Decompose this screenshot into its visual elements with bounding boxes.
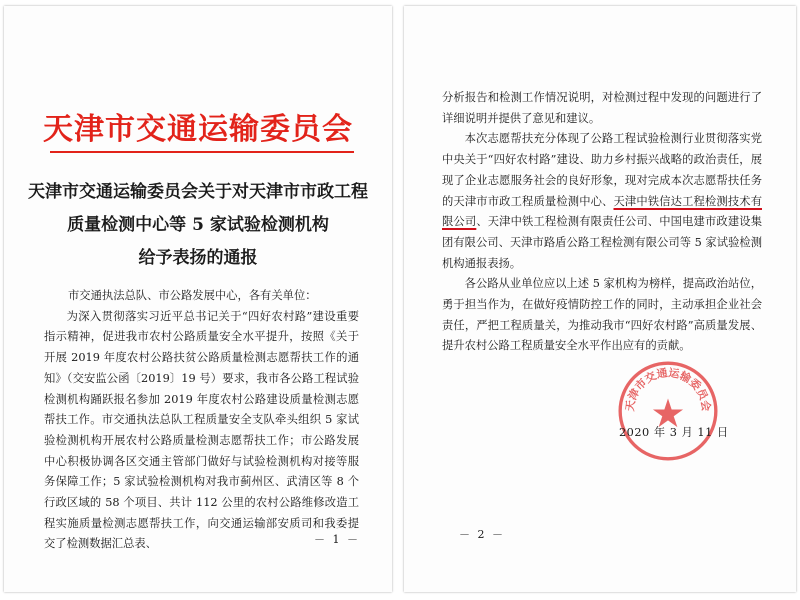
highlighted-company-name: 天津中铁信达工程检测技术有限公司 xyxy=(442,194,762,229)
title-line-3: 给予表扬的通报 xyxy=(138,248,258,268)
notice-title xyxy=(4,176,392,275)
salutation: 市交通执法总队、市公路发展中心，各有关单位： xyxy=(68,289,317,302)
official-seal-icon xyxy=(616,359,720,463)
org-header: 天津市交通运输委员会 xyxy=(43,112,353,147)
title-line-1: 天津市交通运输委员会关于对天津市市政工程 xyxy=(28,182,368,202)
title-line-2: 质量检测中心等 5 家试验检测机构 xyxy=(67,215,329,235)
document-page-2 xyxy=(404,6,796,592)
body-paragraph-2 xyxy=(442,129,762,274)
paragraph-text: 本次志愿帮扶充分体现了公路工程试验检测行业贯彻落实党中央关于“四好农村路”建设、助力乡村振兴战略的政治责任，展现了企业志愿服务社会的良好形象，现对完成本次志愿帮扶任务的天津市市政工程质量检测中心、 xyxy=(442,132,762,208)
page-number: － 2 － xyxy=(459,528,505,541)
page1-body xyxy=(44,286,359,555)
document-page-1 xyxy=(4,6,392,592)
header-red-line xyxy=(50,151,354,153)
page2-body xyxy=(442,88,762,357)
seal-text: 天津市交通运输委员会 xyxy=(623,366,713,413)
paragraph-text: 、天津中铁工程检测有限责任公司、中国电建市政建设集团有限公司、天津市路盾公路工程检测有限公司等 5 家试验检测机构通报表扬。 xyxy=(442,215,762,270)
body-paragraph-continued: 分析报告和检测工作情况说明，对检测过程中发现的问题进行了详细说明并提供了意见和建议。 xyxy=(442,91,762,125)
issue-date: 2020 年 3 月 11 日 xyxy=(619,426,729,439)
page-number: － 1 － xyxy=(314,533,360,546)
body-paragraph-1: 为深入贯彻落实习近平总书记关于“四好农村路”建设重要指示精神，促进我市农村公路质量安全水平提升，按照《关于开展 2019 年度农村公路扶贫公路质量检测志愿帮扶工作的通知》（交安监公函〔2019〕19 号）要求，我市各公路工程试验检测机构踊跃报名参加 2019 年度农村公路建设质量检测志愿帮扶工作。市交通执法总队工程质量安全支队牵头组织 5 家试验检测机构开展农村公路质量检测志愿帮扶工作；市公路发展中心积极协调各区交通主管部门做好与试验检测机构对接等服务保障工作；5 家试验检测机构对我市蓟州区、武清区等 8 个行政区域的 58 个项目、共计 112 公里的农村公路维修改造工程实施质量检测志愿帮扶工作，向交通运输部安质司和我委提交了检测数据汇总表、 xyxy=(44,309,359,551)
body-paragraph-3: 各公路从业单位应以上述 5 家机构为榜样，提高政治站位，勇于担当作为，在做好疫情防控工作的同时，主动承担企业社会责任，严把工程质量关，为推动我市“四好农村路”高质量发展、提升农村公路工程质量安全水平作出应有的贡献。 xyxy=(442,277,762,353)
